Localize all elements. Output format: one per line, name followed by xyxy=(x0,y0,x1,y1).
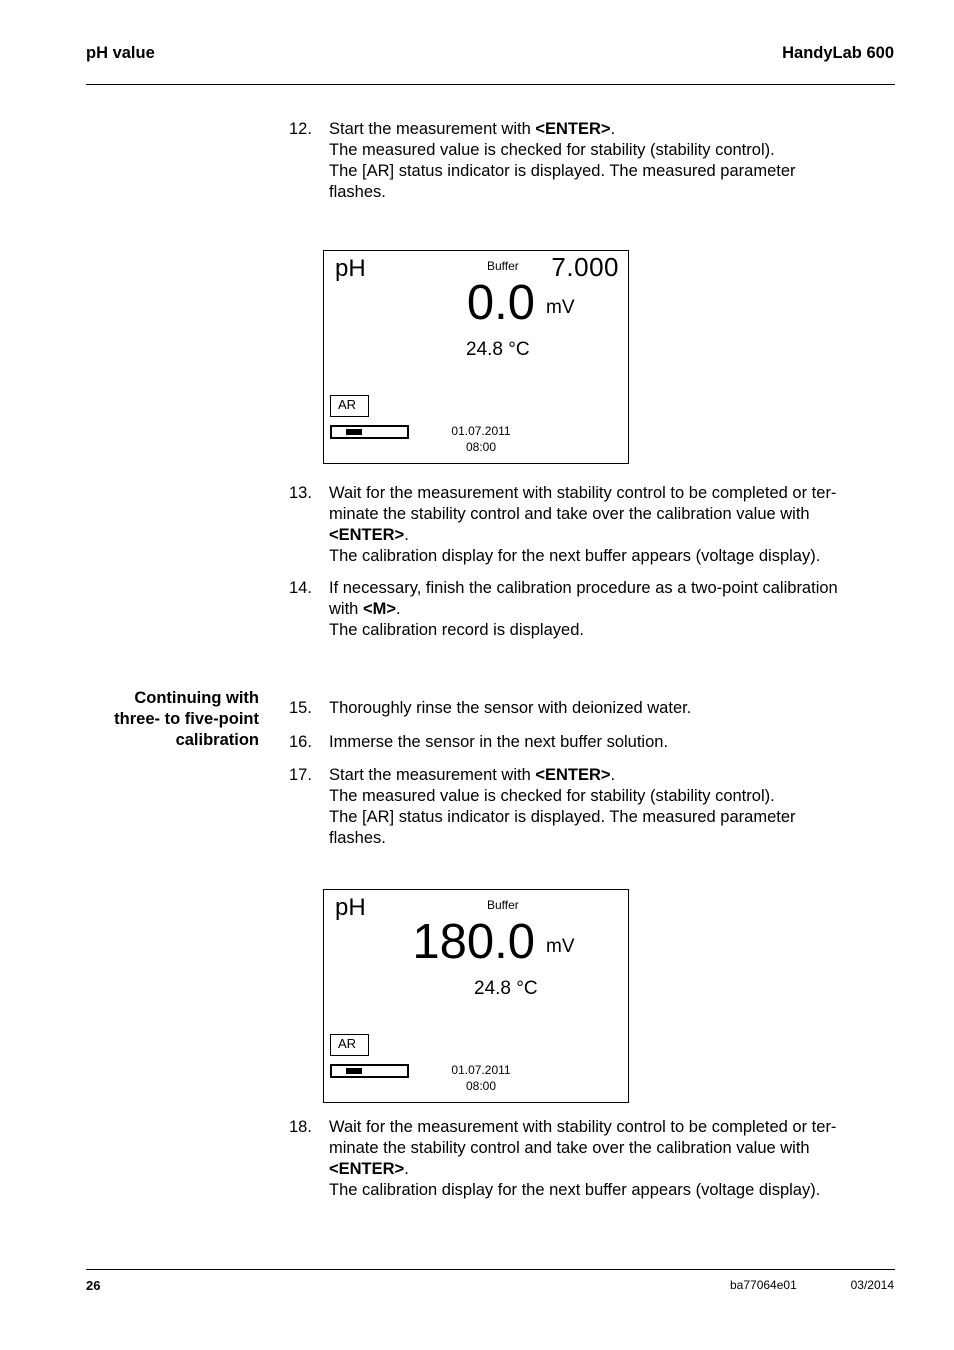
page-number: 26 xyxy=(86,1278,101,1293)
step-15 xyxy=(289,698,879,719)
step-number: 12. xyxy=(289,120,312,138)
step-text: Wait for the measurement with stability control to be completed or ter- minate the stability control and take over the calibration value with <ENTER>. The calibration display for the next buffer appears (voltage display). xyxy=(329,484,837,565)
display-buffer-value: 7.000 xyxy=(551,252,619,282)
stability-bar-icon xyxy=(330,1064,409,1078)
document-id: ba77064e01 xyxy=(730,1278,797,1292)
step-18 xyxy=(289,1117,879,1201)
page-header-left: pH value xyxy=(86,44,155,62)
display-temperature: 24.8 °C xyxy=(474,978,538,999)
display-buffer-label: Buffer xyxy=(487,898,519,912)
display-datetime: 01.07.2011 08:00 xyxy=(451,424,511,454)
meter-display-2 xyxy=(323,889,629,1103)
display-temperature: 24.8 °C xyxy=(466,339,530,360)
step-text: Start the measurement with <ENTER>. The measured value is checked for stability (stability control). The [AR] status indicator is displayed. The measured parameter flashes. xyxy=(329,766,796,847)
status-ar-badge: AR xyxy=(330,395,369,417)
step-12 xyxy=(289,119,879,203)
step-number: 14. xyxy=(289,579,312,597)
step-number: 15. xyxy=(289,699,312,717)
step-number: 13. xyxy=(289,484,312,502)
display-buffer-label: Buffer xyxy=(487,259,519,273)
status-ar-badge: AR xyxy=(330,1034,369,1056)
page-header-right: HandyLab 600 xyxy=(782,44,894,62)
step-number: 16. xyxy=(289,733,312,751)
step-14 xyxy=(289,578,879,641)
section-side-heading: Continuing with three- to five-point calibration xyxy=(114,689,259,749)
display-reading: 0.0 xyxy=(466,276,535,330)
display-parameter: pH xyxy=(335,894,366,921)
step-number: 17. xyxy=(289,766,312,784)
document-date: 03/2014 xyxy=(850,1278,894,1292)
display-unit: mV xyxy=(546,297,575,318)
display-unit: mV xyxy=(546,936,575,957)
footer-rule xyxy=(86,1269,895,1270)
step-text: Immerse the sensor in the next buffer solution. xyxy=(329,733,669,751)
step-text: Thoroughly rinse the sensor with deionized water. xyxy=(329,699,692,717)
step-number: 18. xyxy=(289,1118,312,1136)
header-rule xyxy=(86,84,895,85)
stability-bar-icon xyxy=(330,425,409,439)
step-text: Wait for the measurement with stability control to be completed or ter- minate the stability control and take over the calibration value with <ENTER>. The calibration display for the next buffer appears (voltage display). xyxy=(329,1118,837,1199)
step-17 xyxy=(289,765,879,849)
display-datetime: 01.07.2011 08:00 xyxy=(451,1063,511,1093)
step-text: If necessary, finish the calibration procedure as a two-point calibration with <M>. The calibration record is displayed. xyxy=(329,579,838,639)
display-reading: 180.0 xyxy=(412,915,535,969)
step-16 xyxy=(289,732,879,753)
meter-display-1 xyxy=(323,250,629,464)
display-parameter: pH xyxy=(335,255,366,282)
step-text: Start the measurement with <ENTER>. The measured value is checked for stability (stability control). The [AR] status indicator is displayed. The measured parameter flashes. xyxy=(329,120,796,201)
step-13 xyxy=(289,483,879,567)
